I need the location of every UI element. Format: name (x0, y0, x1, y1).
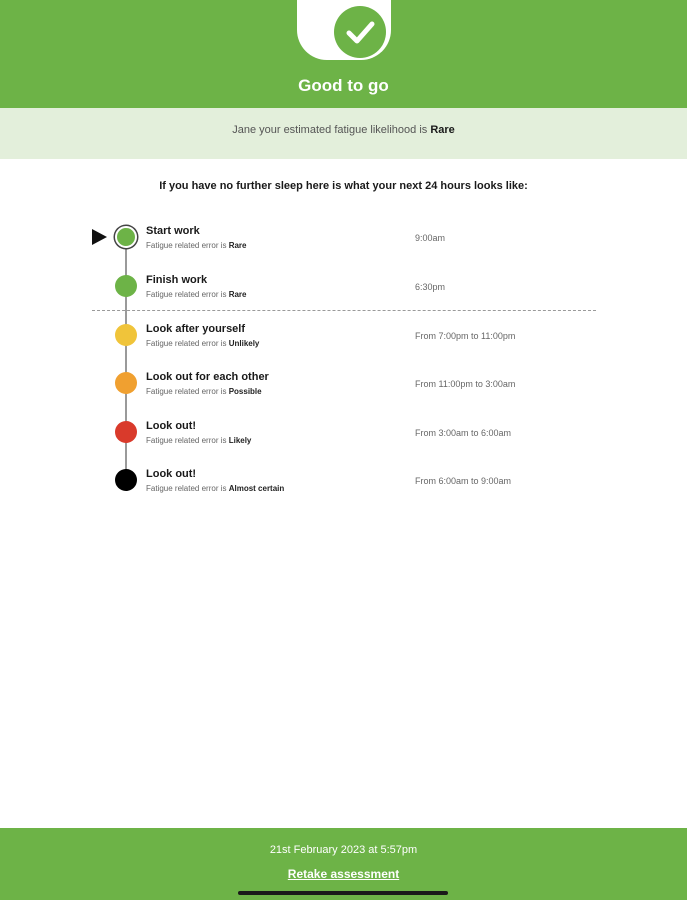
error-label: Fatigue related error is (146, 387, 229, 396)
timeline-item (0, 372, 687, 412)
timeline-intro: If you have no further sleep here is what your next 24 hours looks like: (159, 180, 528, 192)
error-level: Possible (228, 387, 262, 396)
timeline-item (0, 275, 687, 315)
timeline-item-time: From 7:00pm to 11:00pm (415, 331, 516, 341)
timeline-item-subtitle (146, 339, 259, 348)
banner-text: Jane your estimated fatigue likelihood is (232, 124, 431, 136)
footer (0, 828, 687, 900)
error-level: Rare (228, 290, 247, 299)
risk-level-dot (115, 372, 137, 394)
timeline-item (0, 421, 687, 461)
risk-level-dot (115, 421, 137, 443)
error-label: Fatigue related error is (146, 484, 229, 493)
risk-level-dot (115, 469, 137, 491)
timeline-item-time: 6:30pm (415, 282, 446, 292)
risk-level-dot (115, 226, 137, 248)
retake-assessment-link[interactable]: Retake assessment (287, 867, 400, 881)
error-label: Fatigue related error is (146, 290, 229, 299)
error-label: Fatigue related error is (146, 339, 229, 348)
error-label: Fatigue related error is (146, 241, 229, 250)
risk-level-dot (115, 275, 137, 297)
timeline-item-subtitle (146, 436, 251, 445)
timeline-item-time: From 11:00pm to 3:00am (415, 379, 516, 389)
error-level: Unlikely (228, 339, 260, 348)
timeline-item (0, 226, 687, 266)
home-indicator (238, 891, 448, 895)
timeline-item-subtitle (146, 484, 284, 493)
status-title: Good to go (298, 76, 389, 95)
assessment-date: 21st February 2023 at 5:57pm (269, 844, 418, 856)
risk-level-dot (115, 324, 137, 346)
likelihood-banner (0, 108, 687, 159)
timeline-item-title: Look after yourself (146, 323, 246, 335)
timeline-item-subtitle (146, 387, 262, 396)
error-level: Almost certain (228, 484, 285, 493)
error-level: Likely (228, 436, 252, 445)
timeline-item (0, 324, 687, 364)
checkmark-icon (334, 6, 386, 58)
timeline-item-time: 9:00am (415, 233, 446, 243)
timeline-item-title: Finish work (146, 274, 208, 286)
timeline-item-time: From 6:00am to 9:00am (415, 476, 512, 486)
timeline-item-title: Look out! (146, 468, 197, 480)
status-header (0, 0, 687, 108)
timeline-item-title: Start work (146, 225, 200, 237)
timeline-item-title: Look out! (146, 420, 197, 432)
error-label: Fatigue related error is (146, 436, 229, 445)
timeline-item-title: Look out for each other (146, 371, 269, 383)
timeline-item-subtitle (146, 241, 247, 250)
likelihood-value: Rare (430, 124, 455, 136)
timeline-item-subtitle (146, 290, 247, 299)
timeline-item (0, 469, 687, 509)
error-level: Rare (228, 241, 247, 250)
timeline-item-time: From 3:00am to 6:00am (415, 428, 512, 438)
